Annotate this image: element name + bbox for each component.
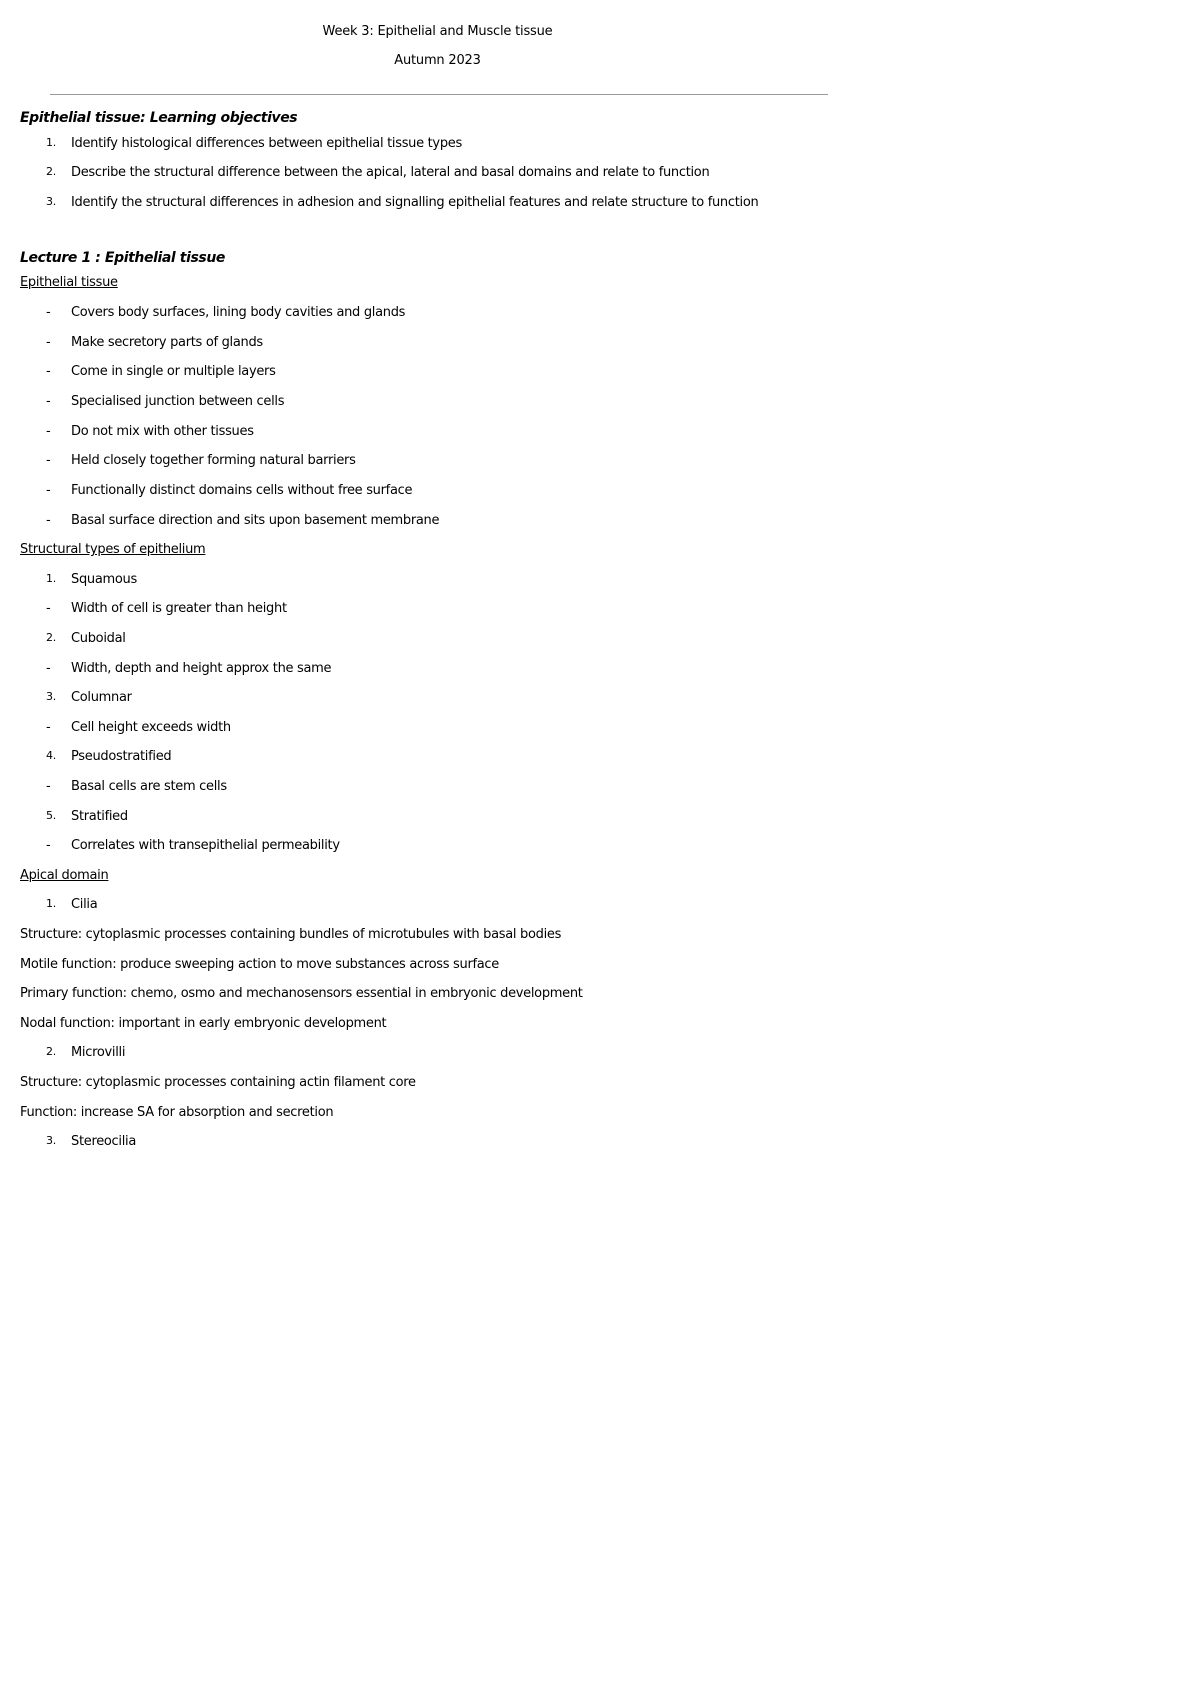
list-item-text: Make secretory parts of glands: [71, 335, 263, 350]
list-item-text: Identify the structural differences in adhesion and signalling epithelial features and relate structure to function: [71, 195, 759, 210]
list-item-text: Basal surface direction and sits upon basement membrane: [71, 513, 440, 528]
list-marker: -: [46, 364, 51, 379]
list-marker: 5.: [46, 809, 56, 822]
list-item-text: Functionally distinct domains cells without free surface: [71, 483, 413, 498]
list-marker: -: [46, 424, 51, 439]
list-marker: -: [46, 601, 51, 616]
paragraph: Motile function: produce sweeping action to move substances across surface: [20, 957, 499, 972]
list-item-text: Specialised junction between cells: [71, 394, 285, 409]
list-marker: -: [46, 513, 51, 528]
list-item-text: Microvilli: [71, 1045, 126, 1060]
list-item-text: Cilia: [71, 897, 98, 912]
document-subtitle: Autumn 2023: [394, 53, 481, 68]
list-marker: 3.: [46, 1134, 56, 1147]
list-marker: 2.: [46, 1045, 56, 1058]
list-item-text: Stereocilia: [71, 1134, 137, 1149]
list-marker: 4.: [46, 749, 56, 762]
paragraph: Structure: cytoplasmic processes containing actin filament core: [20, 1075, 416, 1090]
list-item-text: Cell height exceeds width: [71, 720, 231, 735]
lecture-heading: Lecture 1 : Epithelial tissue: [20, 250, 226, 266]
list-marker: -: [46, 394, 51, 409]
list-item-text: Correlates with transepithelial permeability: [71, 838, 340, 853]
paragraph: Structure: cytoplasmic processes containing bundles of microtubules with basal bodies: [20, 927, 562, 942]
paragraph: Function: increase SA for absorption and secretion: [20, 1105, 334, 1120]
list-marker: 1.: [46, 136, 56, 149]
list-item-text: Cuboidal: [71, 631, 126, 646]
list-item-text: Basal cells are stem cells: [71, 779, 227, 794]
epithelial-tissue-heading: Epithelial tissue: [20, 275, 118, 290]
list-item-text: Columnar: [71, 690, 132, 705]
list-marker: -: [46, 779, 51, 794]
list-item-text: Width of cell is greater than height: [71, 601, 287, 616]
list-item-text: Describe the structural difference between the apical, lateral and basal domains and relate to function: [71, 165, 710, 180]
structural-types-heading: Structural types of epithelium: [20, 542, 206, 557]
list-marker: -: [46, 335, 51, 350]
list-item-text: Squamous: [71, 572, 137, 587]
list-marker: -: [46, 661, 51, 676]
header-divider: [50, 94, 828, 95]
list-item-text: Width, depth and height approx the same: [71, 661, 332, 676]
list-item-text: Stratified: [71, 809, 128, 824]
objectives-heading: Epithelial tissue: Learning objectives: [20, 110, 298, 126]
paragraph: Nodal function: important in early embryonic development: [20, 1016, 387, 1031]
list-item-text: Held closely together forming natural barriers: [71, 453, 356, 468]
list-marker: -: [46, 453, 51, 468]
list-marker: 1.: [46, 572, 56, 585]
list-marker: -: [46, 305, 51, 320]
list-item-text: Covers body surfaces, lining body cavities and glands: [71, 305, 406, 320]
list-marker: 3.: [46, 195, 56, 208]
paragraph: Primary function: chemo, osmo and mechanosensors essential in embryonic development: [20, 986, 583, 1001]
list-item-text: Pseudostratified: [71, 749, 172, 764]
list-item-text: Identify histological differences between epithelial tissue types: [71, 136, 462, 151]
list-item-text: Do not mix with other tissues: [71, 424, 254, 439]
document-title: Week 3: Epithelial and Muscle tissue: [322, 24, 553, 39]
list-marker: 2.: [46, 165, 56, 178]
apical-domain-heading: Apical domain: [20, 868, 109, 883]
list-item-text: Come in single or multiple layers: [71, 364, 276, 379]
list-marker: -: [46, 720, 51, 735]
list-marker: -: [46, 838, 51, 853]
list-marker: 3.: [46, 690, 56, 703]
list-marker: 2.: [46, 631, 56, 644]
list-marker: 1.: [46, 897, 56, 910]
list-marker: -: [46, 483, 51, 498]
